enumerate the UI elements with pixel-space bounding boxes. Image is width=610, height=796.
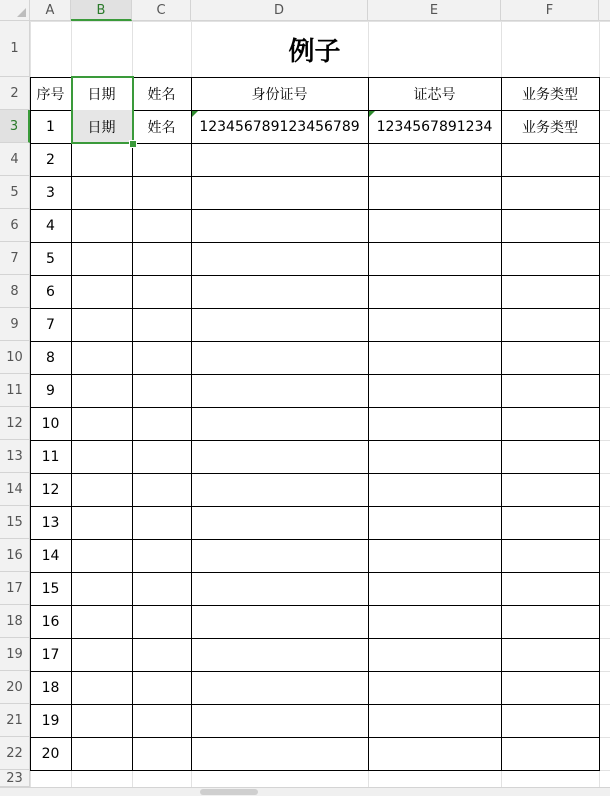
row-header-22[interactable]: 22 [0,737,30,770]
sheet-title[interactable]: 例子 [288,36,341,67]
row-header-18[interactable]: 18 [0,605,30,638]
table-border-v [132,77,133,770]
column-header-b[interactable]: B [71,0,132,21]
row-header-21[interactable]: 21 [0,704,30,737]
sequence-cell[interactable]: 18 [41,679,60,696]
table-border-h [30,308,600,309]
header-cell-business-type[interactable]: 业务类型 [522,86,578,103]
sequence-cell[interactable]: 7 [46,316,55,333]
fill-handle[interactable] [129,140,137,148]
sequence-cell[interactable]: 3 [46,184,55,201]
table-border-v [71,77,72,770]
header-cell-chip-number[interactable]: 证芯号 [413,86,456,103]
sequence-cell[interactable]: 8 [46,349,55,366]
column-header-e[interactable]: E [368,0,501,21]
row-header-14[interactable]: 14 [0,473,30,506]
row-header-6[interactable]: 6 [0,209,30,242]
sequence-cell[interactable]: 14 [41,547,60,564]
sequence-cell[interactable]: 17 [41,646,60,663]
column-header-a[interactable]: A [30,0,71,21]
record-cell-date[interactable]: 日期 [71,110,132,143]
sequence-cell[interactable]: 10 [41,415,60,432]
scrollbar-thumb[interactable] [200,789,258,795]
record-cell-business-type[interactable]: 业务类型 [522,119,578,136]
table-border-h [30,374,600,375]
row-header-8[interactable]: 8 [0,275,30,308]
row-header-7[interactable]: 7 [0,242,30,275]
header-cell-seq[interactable]: 序号 [36,86,65,103]
sequence-cell[interactable]: 16 [41,613,60,630]
select-all-triangle-icon [17,8,26,17]
sequence-cell[interactable]: 19 [41,712,60,729]
table-border-h [30,341,600,342]
column-header-f[interactable]: F [501,0,599,21]
row-header-11[interactable]: 11 [0,374,30,407]
selection-range [71,76,134,144]
table-border-h [30,671,600,672]
header-cell-date[interactable]: 日期 [87,86,116,103]
row-header-13[interactable]: 13 [0,440,30,473]
table-border-h [30,209,600,210]
sequence-cell[interactable]: 6 [46,283,55,300]
table-border-h [30,572,600,573]
table-border-h [30,605,600,606]
sequence-cell[interactable]: 13 [41,514,60,531]
text-number-indicator-icon [192,111,198,117]
row-header-19[interactable]: 19 [0,638,30,671]
table-border-h [30,506,600,507]
select-all-corner[interactable] [0,0,30,21]
column-header-d[interactable]: D [191,0,368,21]
sequence-cell[interactable]: 11 [41,448,60,465]
sequence-cell[interactable]: 5 [46,250,55,267]
record-cell-name[interactable]: 姓名 [147,119,176,136]
column-header-c[interactable]: C [132,0,191,21]
row-header-12[interactable]: 12 [0,407,30,440]
table-border-h [30,473,600,474]
row-header-4[interactable]: 4 [0,143,30,176]
row-header-9[interactable]: 9 [0,308,30,341]
row-header-17[interactable]: 17 [0,572,30,605]
sequence-cell[interactable]: 4 [46,217,55,234]
row-header-2[interactable]: 2 [0,77,30,110]
row-header-16[interactable]: 16 [0,539,30,572]
table-border-h [30,275,600,276]
record-cell-seq[interactable]: 1 [46,118,55,135]
row-header-3[interactable]: 3 [0,110,30,143]
row-header-20[interactable]: 20 [0,671,30,704]
table-border-v [191,77,192,770]
sequence-cell[interactable]: 12 [41,481,60,498]
row-header-15[interactable]: 15 [0,506,30,539]
table-border-v [368,77,369,770]
sequence-cell[interactable]: 15 [41,580,60,597]
record-cell-chip-number[interactable]: 1234567891234 [376,118,493,135]
row-header-10[interactable]: 10 [0,341,30,374]
sequence-cell[interactable]: 20 [41,745,60,762]
table-border-h [30,737,600,738]
sequence-cell[interactable]: 9 [46,382,55,399]
table-border-h [30,638,600,639]
sequence-cell[interactable]: 2 [46,151,55,168]
header-cell-name[interactable]: 姓名 [147,86,176,103]
text-number-indicator-icon [369,111,375,117]
table-border-h [30,407,600,408]
table-border-h [30,176,600,177]
record-cell-id-number[interactable]: 123456789123456789 [199,118,360,135]
table-border-h [30,242,600,243]
table-border-v [599,77,600,770]
table-border-h [30,440,600,441]
row-header-5[interactable]: 5 [0,176,30,209]
table-border-h [30,704,600,705]
table-border-h [30,770,600,771]
row-header-1[interactable]: 1 [0,21,30,77]
header-cell-id-number[interactable]: 身份证号 [251,86,308,103]
table-border-v [501,77,502,770]
table-border-h [30,539,600,540]
column-header-overflow [599,0,610,21]
row-header-23[interactable]: 23 [0,770,30,787]
